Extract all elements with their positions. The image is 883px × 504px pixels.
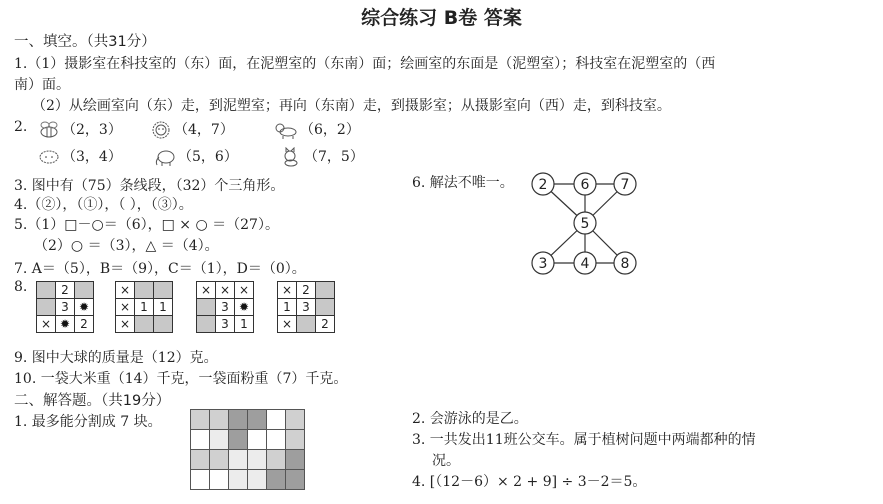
q2-item-dog: （6，2） xyxy=(274,119,360,140)
q9-line: 9. 图中大球的质量是（12）克。 xyxy=(14,350,218,366)
q5-line-1: 5.（1）□－○＝（6），□ × ○ ＝（27）。 xyxy=(14,217,279,233)
q2-number: 2. xyxy=(14,119,28,135)
q7-line: 7. A＝（5），B＝（9），C＝（1），D＝（0）。 xyxy=(14,261,306,277)
cat-icon xyxy=(278,147,304,167)
q6-network-diagram xyxy=(525,168,645,280)
section-1-heading: 一、填空。（共31分） xyxy=(14,34,156,50)
sheep-icon xyxy=(36,147,62,167)
dog-icon xyxy=(274,120,300,140)
q6-line: 6. 解法不唯一。 xyxy=(412,175,514,191)
q1-line-2: 南）面。 xyxy=(14,77,70,93)
q2-item-cat: （7，5） xyxy=(278,146,364,167)
q8-grid-2: × × 1 1 × xyxy=(115,281,173,333)
section-2-heading: 二、解答题。（共19分） xyxy=(14,393,171,409)
cut-grid-figure xyxy=(190,409,305,490)
node-6: 6 xyxy=(580,177,590,193)
node-8: 8 xyxy=(620,256,630,272)
q1-line-1: 1.（1）摄影室在科技室的（东）面，在泥塑室的（东南）面；绘画室的东面是（泥塑室）；科技室在泥塑室的（西 xyxy=(14,56,716,72)
node-5: 5 xyxy=(580,216,590,232)
node-2: 2 xyxy=(538,177,548,193)
answer-1-line: 1. 最多能分割成 7 块。 xyxy=(14,414,162,430)
q2-item-elephant: （5，6） xyxy=(152,146,238,167)
answer-4-line: 4. [（12－6）× 2 + 9] ÷ 3－2＝5。 xyxy=(412,474,647,490)
q5-line-2: （2）○ ＝（3），△ ＝（4）。 xyxy=(34,238,219,254)
answer-3-line-2: 况。 xyxy=(432,453,460,469)
node-3: 3 xyxy=(538,256,548,272)
page-title: 综合练习 B卷 答案 xyxy=(361,7,522,29)
q2-item-sheep: （3，4） xyxy=(36,146,122,167)
node-4: 4 xyxy=(580,256,590,272)
q10-line: 10. 一袋大米重（14）千克，一袋面粉重（7）千克。 xyxy=(14,371,348,387)
q1-line-3: （2）从绘画室向（东）走，到泥塑室；再向（东南）走，到摄影室；从摄影室向（西）走，到科技室。 xyxy=(32,98,671,114)
lion-icon xyxy=(148,120,174,140)
elephant-icon xyxy=(152,147,178,167)
q8-number: 8. xyxy=(14,279,28,295)
q3-line: 3. 图中有（75）条线段，（32）个三角形。 xyxy=(14,178,285,194)
q4-line: 4.（②），（①），（ ），（③）。 xyxy=(14,197,193,213)
answer-3-line-1: 3. 一共发出11班公交车。属于植树问题中两端都种的情 xyxy=(412,432,756,448)
q2-item-lion: （4，7） xyxy=(148,119,234,140)
q8-grid-4: × 2 1 3 × 2 xyxy=(277,281,335,333)
q8-grid-3: × × × 3 ✹ 3 1 xyxy=(196,281,254,333)
q2-item-bee: （2，3） xyxy=(36,119,122,140)
answer-2-line: 2. 会游泳的是乙。 xyxy=(412,411,528,427)
bee-icon xyxy=(36,120,62,140)
q8-grid-1: 2 3 ✹ × ✹ 2 xyxy=(36,281,94,333)
node-7: 7 xyxy=(620,177,630,193)
